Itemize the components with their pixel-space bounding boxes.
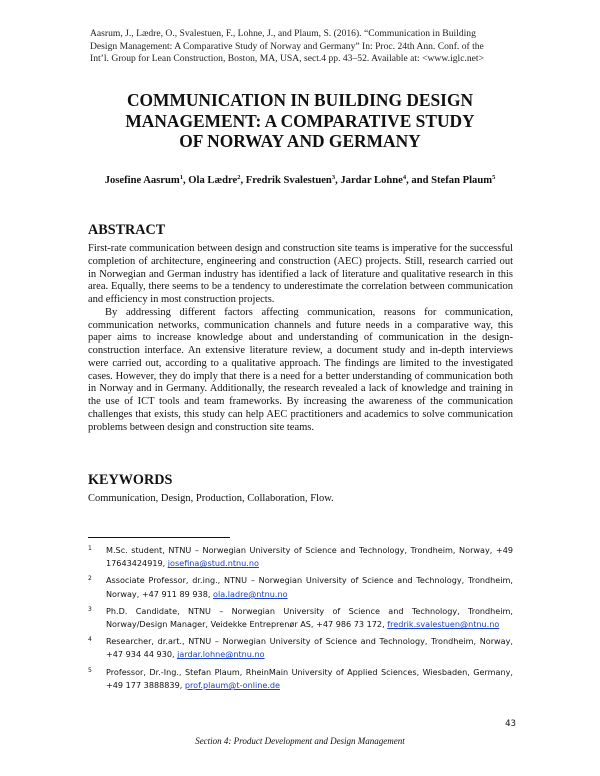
paper-title [70, 90, 530, 152]
citation-line: Aasrum, J., Lædre, O., Svalestuen, F., Lohne, J., and Plaum, S. (2016). “Communication in Building [90, 28, 476, 39]
citation-header [90, 28, 520, 66]
author-name: Stefan Plaum [431, 175, 493, 186]
footnote [88, 635, 513, 662]
author-name: Josefine Aasrum [104, 175, 180, 186]
keywords-text: Communication, Design, Production, Collaboration, Flow. [88, 493, 334, 504]
footnote-divider [88, 537, 230, 538]
footnote [88, 544, 513, 571]
footnote-text: Ph.D. Candidate, NTNU – Norwegian University of Science and Technology, Trondheim, Norway/Design Manager, Veidekke Entreprenør AS, +47 986 73 172, [106, 605, 513, 630]
author-affiliation-mark: 2 [237, 174, 241, 181]
footnote-number: 5 [88, 666, 92, 674]
citation-line: Int’l. Group for Lean Construction, Boston, MA, USA, sect.4 pp. 43–52. Available at: <www.iglc.net> [90, 53, 484, 65]
author-name: Fredrik Svalestuen [245, 175, 332, 186]
author-affiliation-mark: 5 [492, 174, 496, 181]
author-separator: , [240, 175, 246, 186]
footnote-number: 2 [88, 575, 92, 583]
title-line: MANAGEMENT: A COMPARATIVE STUDY [125, 110, 475, 131]
abstract-paragraph: First-rate communication between design and construction site teams is imperative for the successful completion of architecture, engineering and construction (AEC) projects. Still, research carried out in Norwegian and German industry has identified a lack of literature and qualitative research in this area. Equally, there seems to be a tendency to underestimate the correlation between communication and efficiency in most construction projects. [88, 243, 513, 305]
footnote-text: Associate Professor, dr.ing., NTNU – Norwegian University of Science and Technology, Trondheim, Norway, +47 911 89 938, [106, 575, 513, 599]
keywords-heading: KEYWORDS [88, 472, 173, 488]
title-line: COMMUNICATION IN BUILDING DESIGN [126, 90, 474, 110]
footnote [88, 666, 513, 693]
footnote-text: Professor, Dr.-Ing., Stefan Plaum, RheinMain University of Applied Sciences, Wiesbaden, Germany, +49 177 3888839, [106, 666, 513, 690]
author-list [85, 174, 515, 188]
author-separator: , [182, 175, 189, 186]
author-affiliation-mark: 1 [179, 174, 183, 181]
author-affiliation-mark: 4 [402, 174, 407, 181]
author-name: Jardar Lohne [340, 175, 403, 186]
page-number: 43 [505, 719, 516, 729]
abstract-text [88, 243, 513, 434]
footnotes [88, 544, 513, 696]
author-affiliation-mark: 3 [331, 174, 336, 181]
footnote-text: Researcher, dr.art., NTNU – Norwegian University of Science and Technology, Trondheim, Norway, +47 934 44 930, [106, 636, 513, 660]
email-link[interactable]: jardar.lohne@ntnu.no [177, 649, 265, 660]
abstract-paragraph: By addressing different factors affecting communication, reasons for communication, communication networks, communication channels and future needs in a comparative way, this paper aims to increase knowledge about and understanding of communication in the design-construction interface. An extensive literature review, a document study and in-depth interviews were carried out, according to a qualitative approach. The findings are limited to the investigated cases. However, they do imply that there is a need for a better understanding of communication both in Norway and in Germany. Additionally, the research revealed a lack of knowledge and training in the use of ICT tools and team frameworks. By increasing the awareness of the communication challenges that exists, this study can help AEC practitioners and academics to solve communication problems between design and construction site teams. [88, 306, 513, 433]
citation-line: Design Management: A Comparative Study of Norway and Germany” In: Proc. 24th Ann. Conf. of the [90, 40, 484, 52]
email-link[interactable]: josefina@stud.ntnu.no [167, 558, 259, 569]
email-link[interactable]: prof.plaum@t-online.de [184, 679, 281, 690]
footnote-number: 3 [88, 605, 92, 613]
author-separator: , [335, 175, 341, 186]
running-footer: Section 4: Product Development and Design Management [195, 736, 405, 746]
author-separator: , and [406, 175, 432, 186]
footnote-number: 4 [88, 636, 92, 644]
author-name: Ola Lædre [188, 175, 238, 186]
title-line: OF NORWAY AND GERMANY [179, 131, 421, 151]
footnote [88, 574, 513, 601]
email-link[interactable]: ola.ladre@ntnu.no [213, 588, 288, 599]
abstract-heading: ABSTRACT [88, 222, 166, 238]
email-link[interactable]: fredrik.svalestuen@ntnu.no [387, 619, 500, 630]
footnote-number: 1 [88, 545, 92, 552]
footnote-text: M.Sc. student, NTNU – Norwegian University of Science and Technology, Trondheim, Norway, +49 17643424919, [106, 545, 513, 569]
footnote [88, 605, 513, 632]
